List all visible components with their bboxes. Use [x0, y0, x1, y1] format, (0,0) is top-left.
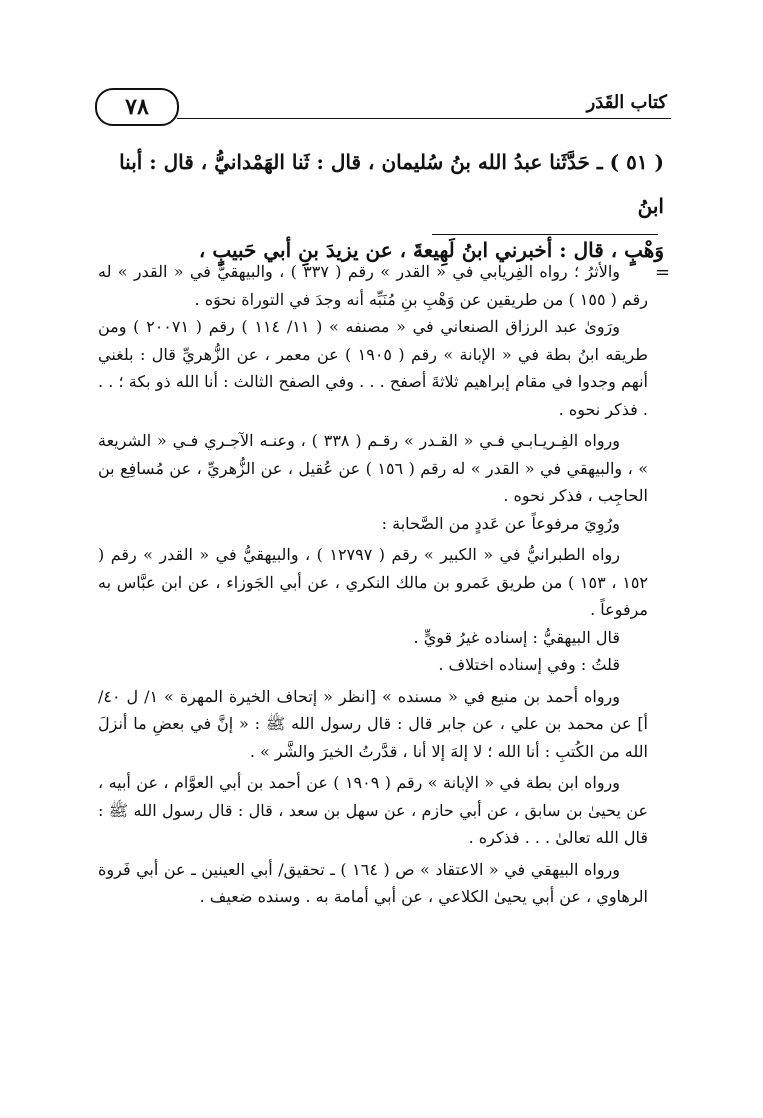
footnote-paragraph: ورُوِيَ مرفوعاً عن عَددٍ من الصَّحابة : — [381, 513, 620, 533]
hadith-line: ( ٥١ ) ـ حَدَّثَنا عبدُ الله بنُ سُليمان ، قال : ثَنا الهَمْدانيُّ ، قال : أبنا ابنُ — [119, 150, 664, 218]
footnote-paragraph: ورواه أحمد بن منيع في « مسنده » [انظر « إتحاف الخيرة المهرة » ١/ ل ٤٠/ أ] عن محمد بن علي ، عن جابر قال : قال رسول الله ﷺ : « إنَّ في بعضِ ما أنزلَ الله من الكُتبِ : أنا الله ؛ لا إلهَ إلا أنا ، قدَّرتُ الخيرَ والشَّر » . — [98, 686, 649, 761]
footnote-paragraph: ورواه البيهقي في « الاعتقاد » ص ( ١٦٤ ) ـ تحقيق/ أبي العينين ـ عن أبي فَروة الرهاوي ، عن أبي يحيىٰ الكلاعي ، عن أبي أمامة به . وسنده ضعيف . — [98, 859, 648, 906]
footnote-paragraph: ورواه ابن بطة في « الإبانة » رقم ( ١٩٠٩ ) عن أحمد بن أبي العوَّام ، عن أبيه ، عن يحيىٰ بن سابق ، عن أبي حازم ، عن سهل بن سعد ، قال : قال رسول الله ﷺ : قال الله تعالىٰ . . . فذكره . — [98, 773, 649, 847]
header-rule — [177, 118, 671, 119]
footnote-paragraph: ورواه الفِـريـابـي فـي « القـدر » رقـم ( ٣٣٨ ) ، وعنـه الآجـري فـي « الشريعة » ، والبيهقي في « القدر » له رقم ( ١٥٦ ) عن عُقيل ، عن الزُّهريِّ ، عن مُسافِع بن الحاجِب ، فذكر نحوه . — [98, 431, 648, 505]
page-number: ٧٨ — [95, 88, 179, 126]
footnote-paragraph: رواه الطبرانيُّ في « الكبير » رقم ( ١٢٧٩٧ ) ، والبيهقيُّ في « القدر » رقم ( ١٥٢ ، ١٥٣ ) من طريق عَمرو بن مالك النكري ، عن أبي الجَوزاء ، عن ابن عبَّاس به مرفوعاً . — [98, 545, 648, 619]
hadith-text — [92, 140, 664, 272]
footnote-paragraph: والأثرُ ؛ رواه الفِريابي في « القدر » رقم ( ٣٣٧ ) ، والبيهقيُّ في « القدر » له رقم ( ١٥٥ ) من طريقين عن وَهْبِ بنِ مُنَبِّه أنه وجدَ في التوراة نحوَه . — [98, 262, 648, 309]
footnote-paragraph: ورَوىٰ عبد الرزاق الصنعاني في « مصنفه » ( ١١/ ١١٤ ) رقم ( ٢٠٠٧١ ) ومن طريقه ابنُ بطة في « الإبانة » رقم ( ١٩٠٥ ) عن معمر ، عن الزُّهريِّ قال : بلغني أنهم وجدوا في مقام إبراهيم ثلاثةَ أصفح . . . وفي الصفح الثالث : أنا الله ذو بكة ؛ . . . فذكر نحوه . — [98, 317, 648, 419]
hadith-line: وَهْبٍ ، قال : أخبرني ابنُ لَهِيعةَ ، عن يزيدَ بنِ أبي حَبيبٍ ، — [198, 238, 664, 262]
footnote-paragraph: قلتُ : وفي إسناده اختلاف . — [438, 655, 620, 674]
running-title: كتاب القَدَر — [586, 92, 667, 113]
page-header — [95, 88, 671, 128]
footnote-continuation-marker: = — [655, 262, 671, 283]
footnote-paragraph: قال البيهقيُّ : إسناده غيرُ قويٍّ . — [413, 627, 620, 647]
footnotes — [98, 258, 648, 911]
footnote-divider — [432, 234, 658, 235]
